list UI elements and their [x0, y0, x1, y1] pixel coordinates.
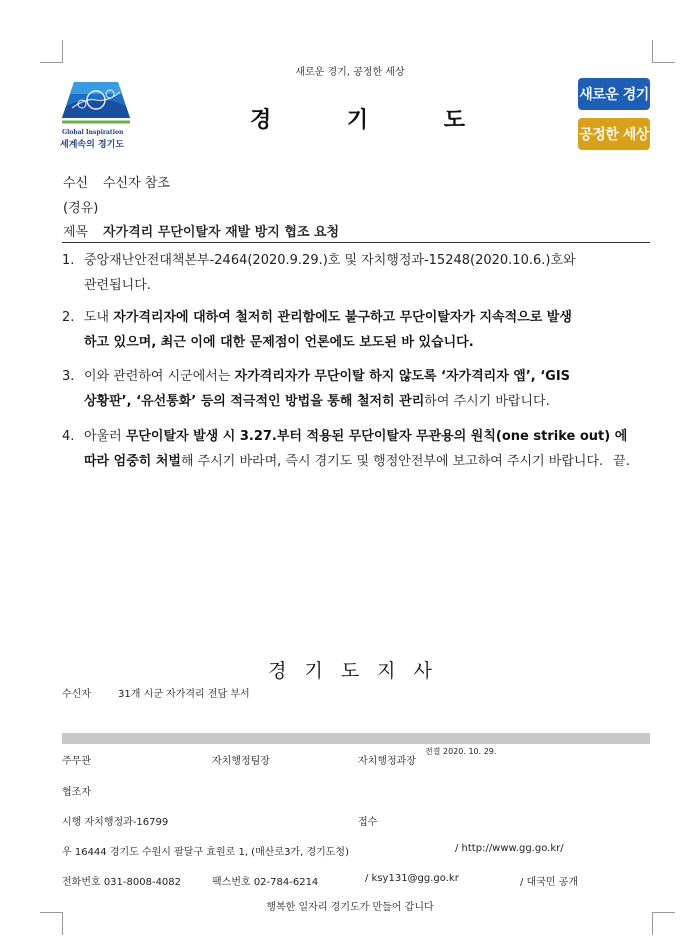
- corner-mark-bottom-left: [40, 912, 63, 935]
- slogan-badge-top: 새로운 경기: [578, 78, 650, 110]
- footer-website[interactable]: / http://www.gg.go.kr/: [455, 843, 564, 854]
- recipients-label: 수신자: [62, 689, 91, 700]
- paragraph-3: [62, 364, 652, 414]
- slogan: 새로운 경기, 공정한 세상: [295, 67, 405, 78]
- recipient-value: 수신자 참조: [103, 176, 170, 191]
- paragraph-3-emphasis: 자가격리자가 무단이탈 하지 않도록 ‘자가격리자 앱’, ‘GIS: [234, 369, 571, 384]
- footer-enforcement: 시행 자치행정과-16799: [62, 817, 169, 828]
- footer-team-lead: 자치행정팀장: [212, 756, 270, 767]
- footer-disclosure: / 대국민 공개: [520, 877, 579, 888]
- paragraph-4-emphasis-cont: 따라 엄중히 처벌: [84, 454, 181, 469]
- paragraph-1-number: 1.: [62, 253, 75, 268]
- paragraph-1: [62, 248, 652, 298]
- paragraph-4-number: 4.: [62, 429, 75, 444]
- footer-director: 자치행정과장: [358, 756, 416, 767]
- slogan-logo: [578, 78, 652, 152]
- corner-mark-top-left: [40, 40, 63, 63]
- recipient-label: 수신: [63, 176, 89, 191]
- footer-receipt: 접수: [358, 817, 378, 828]
- org-char-1: 경: [250, 108, 272, 133]
- paragraph-3-emphasis-cont: 상황판’, ‘유선통화’ 등의 적극적인 방법을 통해 철저히 관리: [84, 394, 425, 409]
- paragraph-3-text-d: 하여 주시기 바랍니다.: [424, 394, 550, 409]
- paragraph-3-number: 3.: [62, 369, 75, 384]
- subject-line: [63, 221, 339, 240]
- gyeonggi-logo: [60, 78, 132, 150]
- footer-officer: 주무관: [62, 756, 91, 767]
- corner-mark-top-right: [652, 40, 675, 63]
- recipients-value: 31개 시군 자가격리 전담 부서: [118, 689, 250, 700]
- signature-title: 경기도지사: [268, 660, 450, 682]
- footer-phone: 전화번호 031-8008-4082: [62, 877, 182, 888]
- subject-value: 자가격리 무단이탈자 재발 방지 협조 요청: [103, 225, 340, 240]
- org-char-2: 기: [346, 108, 369, 133]
- paragraph-2-emphasis: 자가격리자에 대하여 철저히 관리함에도 불구하고 무단이탈자가 지속적으로 발생: [113, 310, 572, 325]
- corner-mark-bottom-right: [652, 912, 675, 935]
- paragraph-4: [62, 424, 652, 474]
- recipients-line: [62, 685, 250, 700]
- footer-separator: [62, 733, 650, 744]
- subject-label: 제목: [63, 225, 89, 240]
- globe-emblem-icon: [60, 78, 132, 130]
- footer-address: 우 16444 경기도 수원시 팔달구 효원로 1, (매산로3가, 경기도청): [62, 847, 349, 858]
- slogan-badge-bottom: 공정한 세상: [578, 118, 650, 150]
- footer-cooperator: 협조자: [62, 787, 91, 798]
- paragraph-2-number: 2.: [62, 310, 75, 325]
- organization-title: [250, 103, 465, 134]
- logo-name: 세계속의 경기도: [60, 140, 124, 150]
- via-line: (경유): [63, 201, 99, 216]
- paragraph-2-emphasis-cont: 하고 있으며, 최근 이에 대한 문제점이 언론에도 보도된 바 있습니다.: [84, 335, 474, 350]
- paragraph-4-emphasis: 무단이탈자 발생 시 3.27.부터 적용된 무단이탈자 무관용의 원칙(one strike out) 에: [125, 429, 628, 444]
- closing-mark: 끝.: [613, 454, 630, 469]
- recipient-line: [63, 172, 170, 191]
- paragraph-2-text-a: 도내: [84, 310, 114, 325]
- paragraph-2: [62, 305, 652, 355]
- paragraph-3-text-a: 이와 관련하여 시군에서는: [84, 369, 235, 384]
- footer-email[interactable]: / ksy131@gg.go.kr: [365, 873, 459, 884]
- footer-motto: 행복한 일자리 경기도가 만들어 갑니다: [266, 902, 434, 913]
- paragraph-4-text-a: 아울러: [84, 429, 126, 444]
- paragraph-1-line2: 관련됩니다.: [84, 278, 151, 293]
- footer-decision-date: 전결 2020. 10. 29.: [425, 747, 497, 756]
- paragraph-4-text-d: 해 주시기 바라며, 즉시 경기도 및 행정안전부에 보고하여 주시기 바랍니다.: [180, 454, 604, 469]
- footer-fax: 팩스번호 02-784-6214: [212, 877, 319, 888]
- logo-tagline: Global Inspiration: [62, 129, 124, 136]
- subject-divider: [62, 242, 650, 243]
- paragraph-1-line1: 중앙재난안전대책본부-2464(2020.9.29.)호 및 자치행정과-15248(2020.10.6.)호와: [84, 253, 576, 268]
- org-char-3: 도: [443, 108, 465, 133]
